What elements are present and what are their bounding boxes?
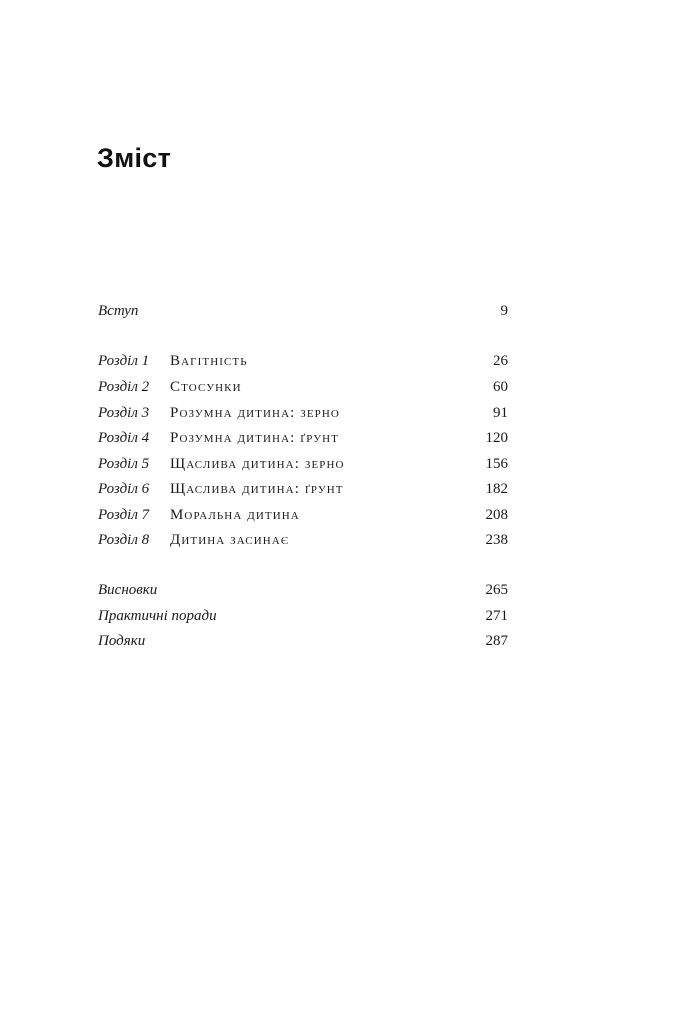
- chapter-number: Розділ 8: [98, 532, 150, 548]
- toc-page-number: 60: [493, 379, 508, 395]
- toc-page-number: 238: [485, 532, 508, 548]
- dot-leader: [148, 314, 456, 315]
- toc-page-number: 208: [485, 507, 508, 523]
- toc-entry-label: Вступ: [98, 303, 139, 319]
- toc-entry-practical-tips: [98, 605, 508, 627]
- toc-entry-chapter-4: [98, 427, 508, 449]
- chapter-number: Розділ 1: [98, 353, 150, 369]
- dot-leader: [299, 543, 456, 544]
- toc-entry-label: Подяки: [98, 633, 146, 649]
- toc-entry-label: Висновки: [98, 582, 158, 598]
- toc-entry-label: Практичні поради: [98, 608, 217, 624]
- toc-page-number: 120: [485, 430, 508, 446]
- chapter-title: Стосунки: [170, 379, 242, 395]
- toc-page-number: 9: [500, 303, 508, 319]
- toc-page-number: 287: [485, 633, 508, 649]
- dot-leader: [227, 619, 456, 620]
- dot-leader: [310, 518, 456, 519]
- chapter-title: Вагітність: [170, 353, 248, 369]
- chapter-number: Розділ 2: [98, 379, 150, 395]
- toc-entry-chapter-6: [98, 478, 508, 500]
- dot-leader: [355, 467, 456, 468]
- dot-leader: [354, 492, 456, 493]
- chapter-title: Щаслива дитина: зерно: [170, 456, 345, 472]
- chapter-title: Щаслива дитина: ґрунт: [170, 481, 344, 497]
- toc-page-number: 91: [493, 405, 508, 421]
- toc-entry-acknowledgements: [98, 630, 508, 652]
- toc-entry-chapter-8: [98, 529, 508, 551]
- chapter-number: Розділ 5: [98, 456, 150, 472]
- toc-page-number: 156: [485, 456, 508, 472]
- chapter-title: Моральна дитина: [170, 507, 300, 523]
- chapter-number: Розділ 6: [98, 481, 150, 497]
- dot-leader: [155, 644, 456, 645]
- toc-entry-intro: [98, 300, 508, 322]
- toc-entry-chapter-7: [98, 504, 508, 526]
- dot-leader: [167, 593, 456, 594]
- toc-entry-chapter-5: [98, 453, 508, 475]
- toc-entry-chapter-3: [98, 402, 508, 424]
- dot-leader: [349, 441, 456, 442]
- toc-page-number: 182: [485, 481, 508, 497]
- toc-page-number: 271: [485, 608, 508, 624]
- toc-entry-chapter-1: [98, 350, 508, 372]
- chapter-title: Дитина засинає: [170, 532, 290, 548]
- dot-leader: [350, 416, 456, 417]
- chapter-title: Розумна дитина: зерно: [170, 405, 340, 421]
- dot-leader: [258, 364, 456, 365]
- toc-page-number: 26: [493, 353, 508, 369]
- page-title: Зміст: [97, 143, 172, 173]
- chapter-title: Розумна дитина: ґрунт: [170, 430, 339, 446]
- dot-leader: [252, 390, 456, 391]
- toc-entry-chapter-2: [98, 376, 508, 398]
- chapter-number: Розділ 4: [98, 430, 150, 446]
- toc-page-number: 265: [485, 582, 508, 598]
- chapter-number: Розділ 7: [98, 507, 150, 523]
- chapter-number: Розділ 3: [98, 405, 150, 421]
- toc-entry-conclusions: [98, 579, 508, 601]
